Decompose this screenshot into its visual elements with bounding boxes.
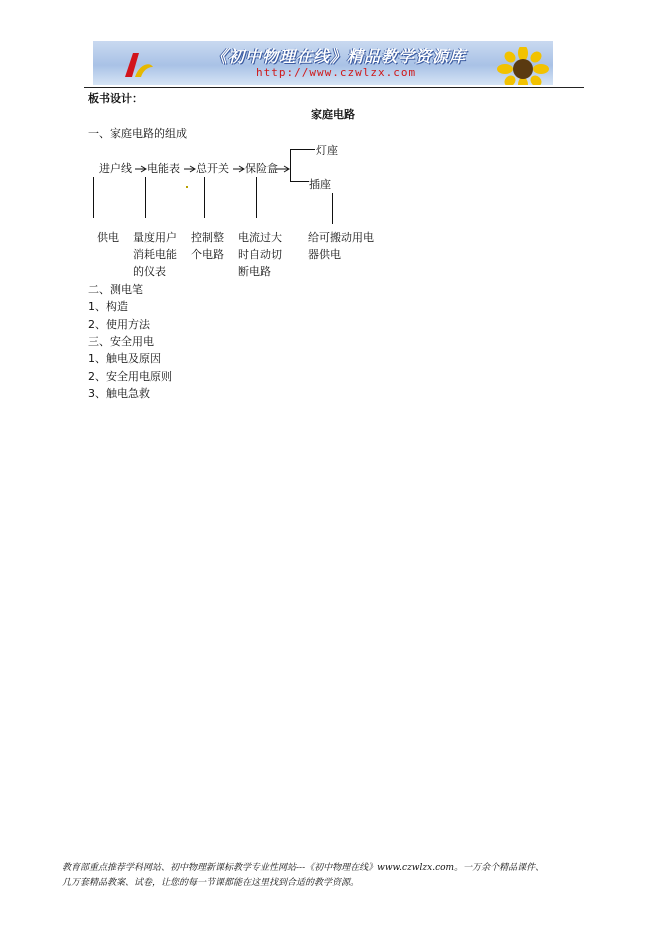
board-design-label: 板书设计： — [88, 92, 143, 105]
site-logo-icon — [119, 49, 155, 79]
arrow-right-icon — [135, 164, 147, 174]
branch-outlet: 插座 — [309, 178, 331, 191]
page-title: 家庭电路 — [311, 108, 355, 121]
section-1-heading: 一、家庭电路的组成 — [88, 127, 187, 140]
branch-lamp-socket: 灯座 — [316, 144, 338, 157]
branch-bottom-line — [290, 181, 309, 182]
desc-switch-line: 控制整 — [191, 231, 224, 244]
desc-switch-line: 个电路 — [191, 248, 224, 261]
footer-text — [62, 861, 602, 891]
branch-top-line — [290, 149, 315, 150]
arrow-right-icon — [276, 164, 290, 174]
connector-line — [204, 177, 205, 218]
connector-line — [93, 177, 94, 218]
list-item: 3、触电急救 — [88, 387, 150, 400]
chain-node-fuse-box: 保险盒 — [245, 162, 278, 175]
list-item: 1、构造 — [88, 300, 128, 313]
desc-meter-line: 消耗电能 — [133, 248, 177, 261]
chain-node-meter: 电能表 — [147, 162, 180, 175]
sunflower-icon — [497, 47, 549, 85]
list-item: 2、安全用电原则 — [88, 370, 172, 383]
desc-fuse-line: 断电路 — [238, 265, 271, 278]
desc-power-supply: 供电 — [97, 231, 119, 244]
section-2-heading: 二、测电笔 — [88, 283, 143, 296]
connector-line — [145, 177, 146, 218]
connector-line — [256, 177, 257, 218]
desc-fuse-line: 时自动切 — [238, 248, 282, 261]
chain-node-main-switch: 总开关 — [196, 162, 229, 175]
desc-meter-line: 量度用户 — [133, 231, 177, 244]
list-item: 2、使用方法 — [88, 318, 150, 331]
connector-line — [332, 193, 333, 224]
arrow-right-icon — [233, 164, 245, 174]
desc-outlet-line: 器供电 — [308, 248, 341, 261]
desc-meter-line: 的仪表 — [133, 265, 166, 278]
desc-fuse-line: 电流过大 — [238, 231, 282, 244]
header-banner — [93, 41, 553, 85]
banner-url[interactable]: http://www.czwlzx.com — [256, 66, 417, 79]
footer-line: 几万套精品教案、试卷，让您的每一节课都能在这里找到合适的教学资源。 — [62, 878, 360, 888]
footer-line: 教育部重点推荐学科网站、初中物理新课标教学专业性网站---《初中物理在线》www.czwlzx.com。一万余个精品课件、 — [62, 863, 545, 873]
section-3-heading: 三、安全用电 — [88, 335, 154, 348]
stray-dot — [186, 186, 188, 188]
branch-vertical-line — [290, 149, 291, 181]
header-rule — [84, 87, 584, 88]
arrow-right-icon — [184, 164, 196, 174]
chain-node-service-line: 进户线 — [99, 162, 132, 175]
desc-outlet-line: 给可搬动用电 — [308, 231, 374, 244]
list-item: 1、触电及原因 — [88, 352, 161, 365]
banner-title: 《初中物理在线》精品教学资源库 — [211, 47, 467, 66]
